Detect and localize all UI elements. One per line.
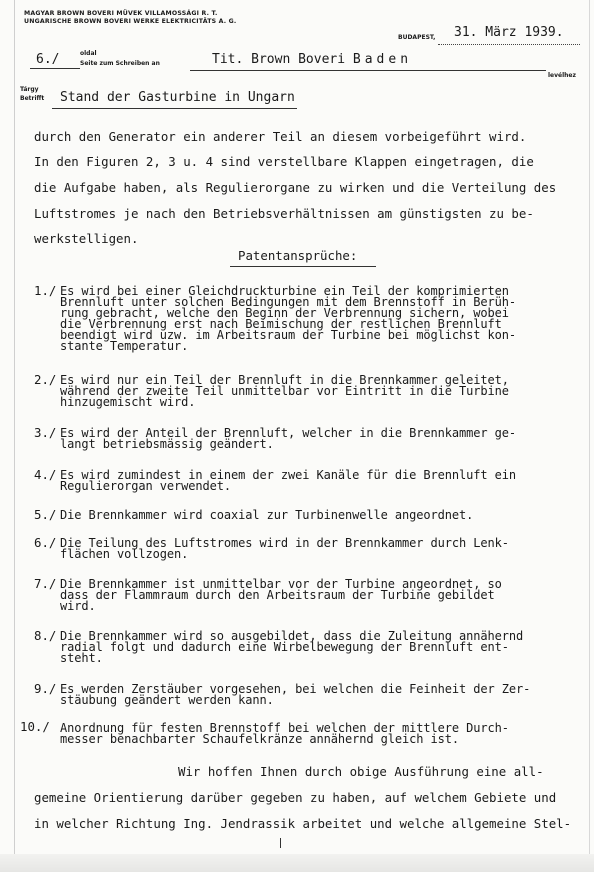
city-label: BUDAPEST, <box>398 34 436 41</box>
claim-number: 8./ <box>34 628 57 643</box>
letter-date: 31. März 1939. <box>454 25 564 40</box>
claim-line: hinzugemischt wird. <box>60 395 196 409</box>
claim-line: stäubung geändert werden kann. <box>60 693 274 707</box>
claim-line: dass der Flammraum durch den Arbeitsraum der Turbine gebildet <box>60 588 495 602</box>
claim-text <box>60 684 530 706</box>
claim-text <box>60 428 516 450</box>
claim-text <box>60 510 473 521</box>
page-number-rule <box>30 68 80 69</box>
company-name-german: UNGARISCHE BROWN BOVERI WERKE ELEKTRICITÄTS A. G. <box>24 18 237 25</box>
page-bottom-shadow <box>0 854 594 872</box>
date-underline <box>438 44 580 45</box>
claim-line: flächen vollzogen. <box>60 547 189 561</box>
claim-line: Es werden Zerstäuber vorgesehen, bei welchen die Feinheit der Zer- <box>60 682 531 696</box>
claim-line: Die Brennkammer wird coaxial zur Turbinenwelle angeordnet. <box>60 508 474 522</box>
subject-rule <box>52 108 297 109</box>
claim-line: langt betriebsmässig geändert. <box>60 437 274 451</box>
subject-label-hungarian: Tárgy <box>20 86 39 93</box>
body-line: In den Figuren 2, 3 u. 4 sind verstellbare Klappen eingetragen, die <box>34 154 534 169</box>
claim-line: wird. <box>60 599 96 613</box>
claims-heading: Patentansprüche: <box>238 248 358 263</box>
claim-line: stante Temperatur. <box>60 339 189 353</box>
claim-line: radial folgt und dadurch eine Wirbelbewegung der Brennluft ent- <box>60 640 509 654</box>
claim-line: die Verbrennung erst nach Beimischung der restlichen Brennluft <box>60 317 502 331</box>
subject-label-german: Betrifft <box>20 95 45 102</box>
claim-number: 6./ <box>34 535 57 550</box>
claim-number: 5./ <box>34 507 57 522</box>
page-number: 6./ <box>36 52 60 67</box>
claim-line: rung gebracht, welche den Beginn der Verbrennung sichern, wobei <box>60 306 509 320</box>
closing-line: Wir hoffen Ihnen durch obige Ausführung eine all- <box>178 764 544 779</box>
claim-line: Es wird der Anteil der Brennluft, welcher in die Brennkammer ge- <box>60 426 516 440</box>
claim-text <box>60 723 509 745</box>
company-name-hungarian: MAGYAR BROWN BOVERI MÜVEK VILLAMOSSÁGI R. T. <box>24 10 218 17</box>
recipient-rule <box>190 70 546 71</box>
claim-line: Anordnung für festen Brennstoff bei welchen der mittlere Durch- <box>60 721 509 735</box>
claim-line: Es wird bei einer Gleichdruckturbine ein Teil der komprimierten <box>60 284 509 298</box>
claim-number: 7./ <box>34 576 57 591</box>
subject-line: Stand der Gasturbine in Ungarn <box>60 90 295 105</box>
claim-text <box>60 375 509 408</box>
claim-line: beendigt wird uzw. im Arbeitsraum der Turbine bei möglichst kon- <box>60 328 516 342</box>
claim-line: Brennluft unter solchen Bedingungen mit dem Brennstoff in Berüh- <box>60 295 516 309</box>
claim-line: messer benachbarter Schaufelkränze annähernd gleich ist. <box>60 732 459 746</box>
claim-text <box>60 538 509 560</box>
claim-line: während der zweite Teil unmittelbar vor Eintritt in die Turbine <box>60 384 509 398</box>
claim-number: 10./ <box>20 719 50 734</box>
page-label-hungarian: oldal <box>80 50 97 57</box>
claim-line: Es wird zumindest in einem der zwei Kanäle für die Brennluft ein <box>60 468 516 482</box>
page-edge-left <box>14 0 15 872</box>
claim-line: Die Brennkammer wird so ausgebildet, dass die Zuleitung annähernd <box>60 629 524 643</box>
recipient <box>212 52 412 67</box>
claim-text <box>60 286 516 352</box>
body-line: Luftstromes je nach den Betriebsverhältnissen am günstigsten zu be- <box>34 206 534 221</box>
claim-text <box>60 579 502 612</box>
letterhead <box>24 10 236 26</box>
claim-line: Die Brennkammer ist unmittelbar vor der Turbine angeordnet, so <box>60 577 502 591</box>
claim-number: 1./ <box>34 283 57 298</box>
claim-text <box>60 470 516 492</box>
claim-line: Es wird nur ein Teil der Brennluft in die Brennkammer geleitet, <box>60 373 509 387</box>
claim-line: steht. <box>60 651 103 665</box>
claim-number: 9./ <box>34 681 57 696</box>
claim-line: Die Teilung des Luftstromes wird in der Brennkammer durch Lenk- <box>60 536 509 550</box>
pencil-mark <box>280 838 281 848</box>
body-line: durch den Generator ein anderer Teil an diesem vorbeigeführt wird. <box>34 129 527 144</box>
claim-text <box>60 631 523 664</box>
recipient-city: Baden <box>352 52 413 67</box>
claim-number: 4./ <box>34 467 57 482</box>
page-label-german: Seite zum Schreiben an <box>80 60 160 67</box>
claim-number: 3./ <box>34 425 57 440</box>
body-line: die Aufgabe haben, als Regulierorgane zu wirken und die Verteilung des <box>34 180 557 195</box>
claim-number: 2./ <box>34 372 57 387</box>
recipient-name: Tit. Brown Boveri <box>212 52 346 67</box>
page-edge-right <box>589 0 590 872</box>
closing-line: gemeine Orientierung darüber gegeben zu haben, auf welchem Gebiete und <box>34 790 557 805</box>
claims-heading-rule <box>230 266 376 267</box>
claim-line: Regulierorgan verwendet. <box>60 479 231 493</box>
letter-label: levélhez <box>548 72 576 79</box>
body-line: werkstelligen. <box>34 231 139 246</box>
closing-line: in welcher Richtung Ing. Jendrassik arbeitet und welche allgemeine Stel- <box>34 816 572 831</box>
